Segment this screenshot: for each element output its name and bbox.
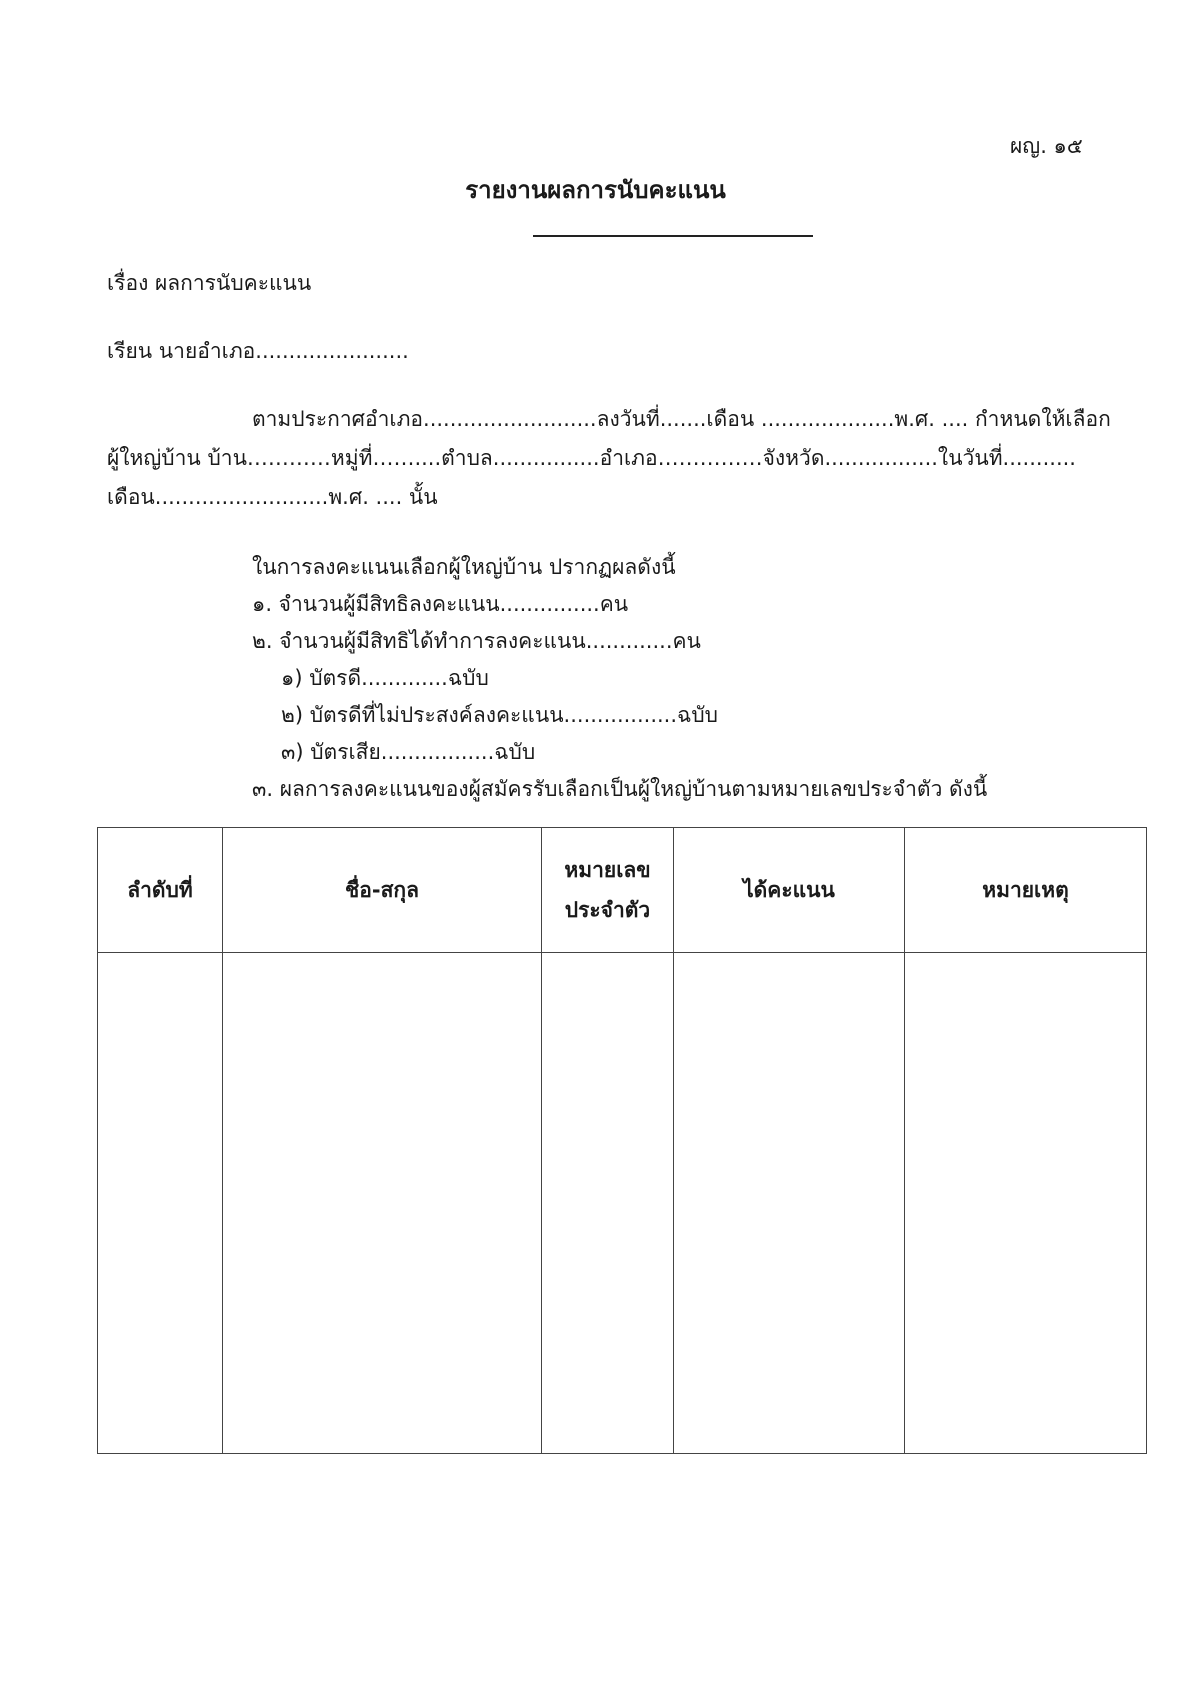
item-eligible-voters: ๑. จำนวนผู้มีสิทธิลงคะแนน...............คน xyxy=(252,592,629,616)
header-candidate-number-line-1: หมายเลข xyxy=(564,858,651,882)
item-candidate-results: ๓. ผลการลงคะแนนของผู้สมัครรับเลือกเป็นผู้ใหญ่บ้านตามหมายเลขประจำตัว ดังนี้ xyxy=(252,777,988,801)
subject-line: เรื่อง ผลการนับคะแนน xyxy=(107,271,312,295)
header-order: ลำดับที่ xyxy=(98,828,223,953)
item-actual-voters: ๒. จำนวนผู้มีสิทธิได้ทำการลงคะแนน.............คน xyxy=(252,629,701,653)
cell-remarks xyxy=(905,953,1147,1454)
header-score: ได้คะแนน xyxy=(674,828,905,953)
cell-order xyxy=(98,953,223,1454)
header-remarks: หมายเหตุ xyxy=(905,828,1147,953)
page-title: รายงานผลการนับคะแนน xyxy=(465,176,726,204)
paragraph-line-3: เดือน..........................พ.ศ. .... นั้น xyxy=(107,485,438,509)
cell-name xyxy=(223,953,542,1454)
sub-item-invalid-ballots: ๓) บัตรเสีย.................ฉบับ xyxy=(281,740,536,764)
header-candidate-number-line-2: ประจำตัว xyxy=(564,898,651,922)
table-header-row xyxy=(98,828,1147,953)
results-intro: ในการลงคะแนนเลือกผู้ใหญ่บ้าน ปรากฏผลดังนี้ xyxy=(252,555,676,579)
paragraph-line-2: ผู้ใหญ่บ้าน บ้าน…………หมู่ที่……....ตำบล................อำเภอ……………จังหวัด.................ในวันที่........... xyxy=(107,446,1076,470)
cell-score xyxy=(674,953,905,1454)
results-table xyxy=(97,827,1147,1454)
cell-candidate-number xyxy=(542,953,674,1454)
header-name: ชื่อ-สกุล xyxy=(223,828,542,953)
paragraph-line-1: ตามประกาศอำเภอ..........................ลงวันที่.......เดือน ....................พ.ศ. .... กำหนดให้เลือก xyxy=(252,407,1111,431)
form-code: ผญ. ๑๕ xyxy=(1010,134,1083,158)
sub-item-no-vote-ballots: ๒) บัตรดีที่ไม่ประสงค์ลงคะแนน.................ฉบับ xyxy=(281,703,718,727)
addressee-line: เรียน นายอำเภอ....................... xyxy=(107,339,409,363)
title-underline xyxy=(533,235,813,237)
sub-item-valid-ballots: ๑) บัตรดี.............ฉบับ xyxy=(281,666,489,690)
header-candidate-number xyxy=(542,828,674,953)
table-row xyxy=(98,953,1147,1454)
